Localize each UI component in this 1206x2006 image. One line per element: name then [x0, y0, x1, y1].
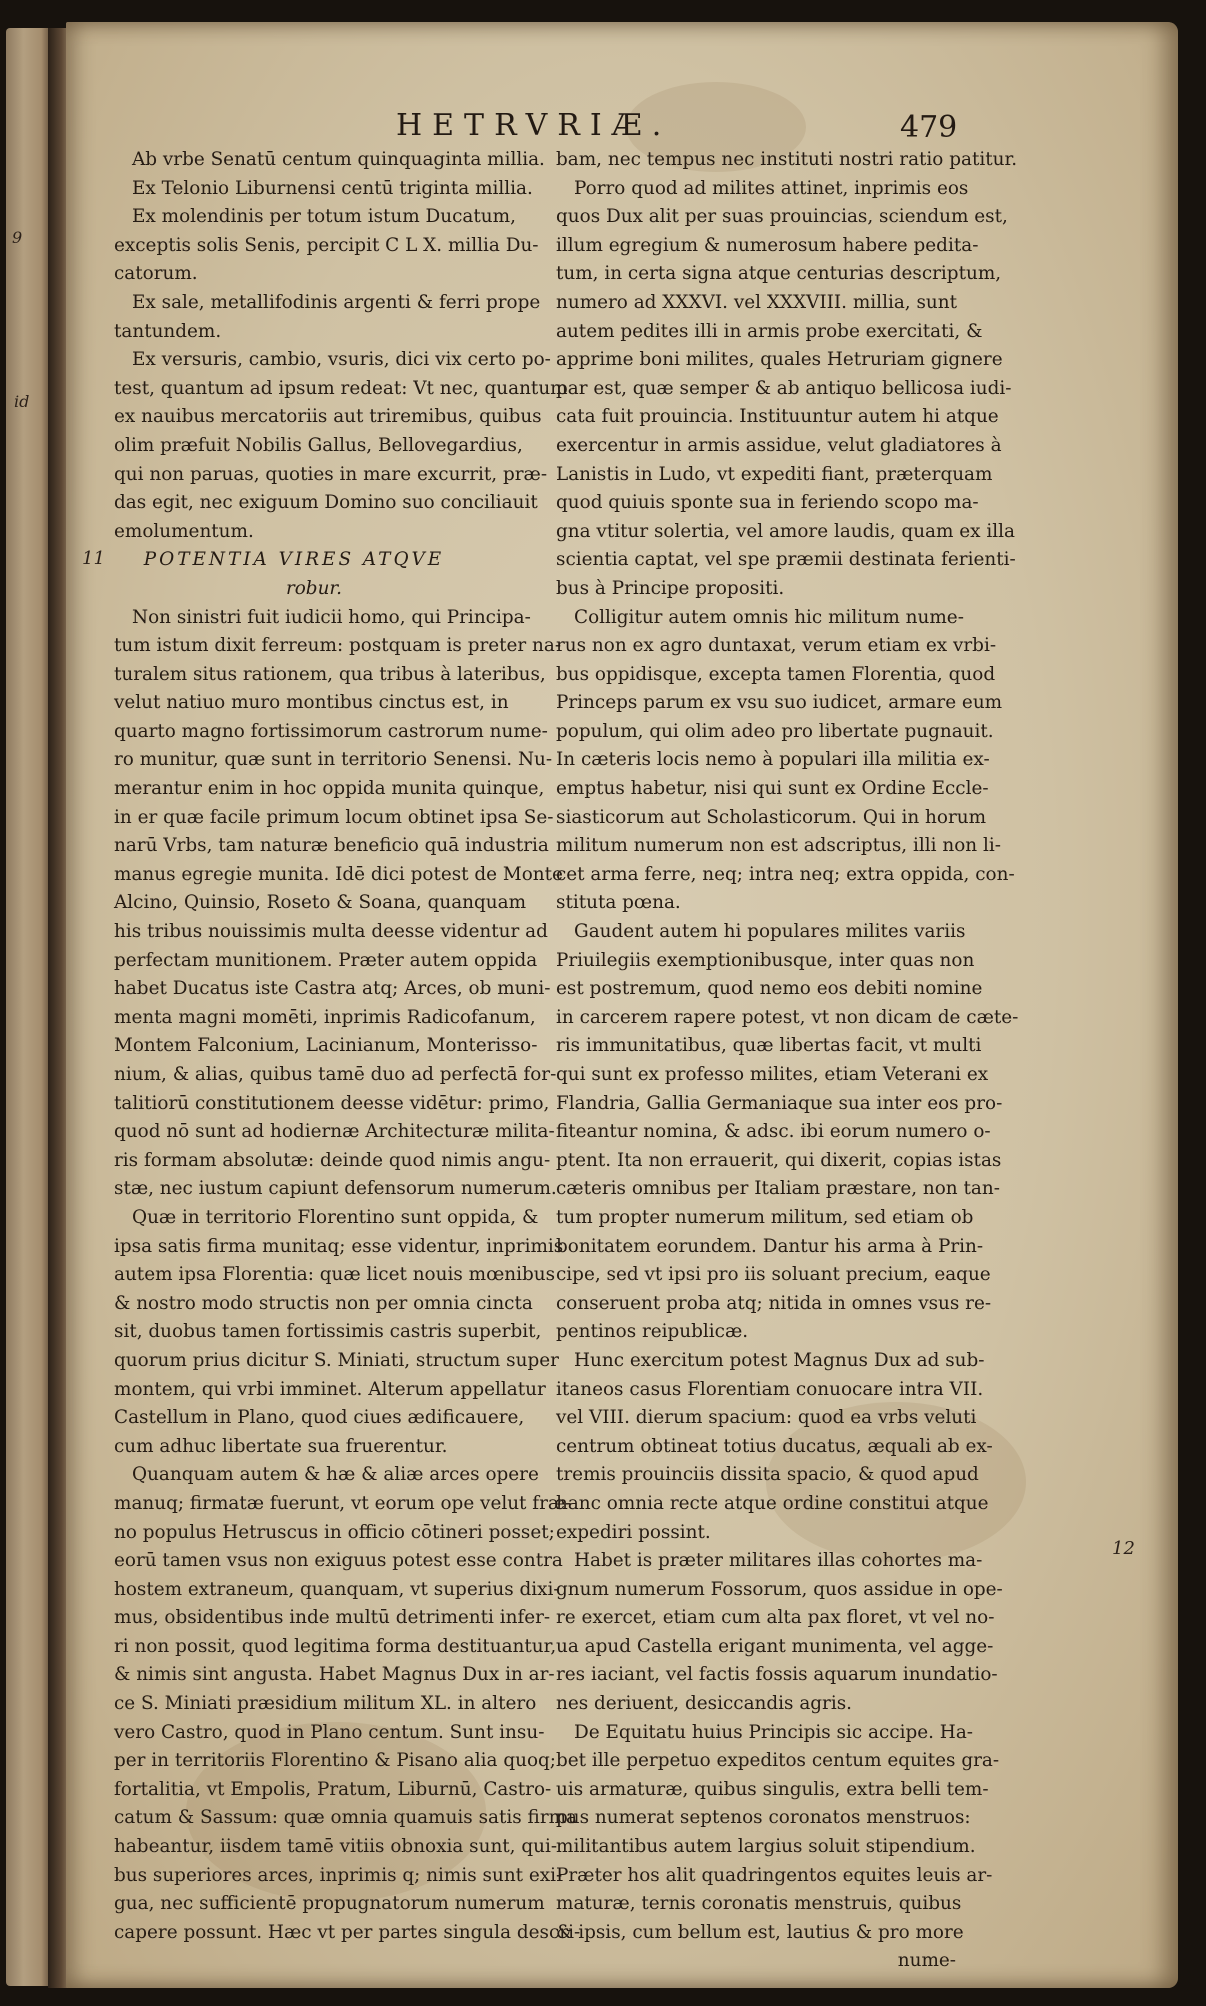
text-line: apprime boni milites, quales Hetruriam gignere	[556, 349, 1003, 371]
text-line: ris immunitatibus, quæ libertas facit, vt multi	[556, 1035, 982, 1057]
text-line: gna vtitur solertia, vel amore laudis, quam ex illa	[556, 520, 1016, 542]
text-line: vero Castro, quod in Plano centum. Sunt insu-	[114, 1721, 545, 1743]
text-line: merantur enim in hoc oppida munita quinque,	[114, 778, 545, 800]
text-line: Flandria, Gallia Germaniaque sua inter eos pro-	[556, 1092, 1003, 1114]
text-line: exceptis solis Senis, percipit C L X. millia Du-	[114, 234, 539, 256]
previous-page-edge	[6, 28, 50, 1986]
text-line: conseruent proba atq; nitida in omnes vsus re-	[556, 1292, 992, 1314]
section-heading-sub: robur.	[285, 577, 343, 599]
text-line: ro munitur, quæ sunt in territorio Senensi. Nu-	[114, 749, 553, 771]
text-line: Lanistis in Ludo, vt expediti fiant, præterquam	[556, 463, 993, 485]
text-line: nes deriuent, desiccandis agris.	[556, 1693, 853, 1715]
text-line: maturæ, ternis coronatis menstruis, quibus	[556, 1893, 962, 1915]
text-line: bus superiores arces, inprimis q; nimis sunt exi-	[114, 1864, 563, 1886]
text-line: mus, obsidentibus inde multū detrimenti infer-	[114, 1607, 551, 1629]
text-line: ex nauibus mercatoriis aut triremibus, quibus	[114, 406, 542, 428]
text-line: illum egregium & numerosum habere pedita-	[556, 234, 979, 256]
text-line: rus non ex agro duntaxat, verum etiam ex vrbi-	[556, 635, 997, 657]
text-line: & nimis sint angusta. Habet Magnus Dux in ar-	[114, 1664, 555, 1686]
text-line: per in territoriis Florentino & Pisano alia quoq;	[114, 1750, 557, 1772]
text-line: hanc omnia recte atque ordine constitui atque	[556, 1492, 989, 1514]
section-heading: POTENTIA VIRES ATQVE	[143, 549, 445, 571]
text-line: Ex Telonio Liburnensi centū triginta millia.	[132, 177, 533, 199]
text-line: siasticorum aut Scholasticorum. Qui in horum	[556, 806, 987, 828]
text-line: Priuilegiis exemptionibusque, inter quas non	[556, 949, 975, 971]
text-line: Ab vrbe Senatū centum quinquaginta millia.	[132, 149, 545, 170]
text-line: Præter hos alit quadringentos equites leuis ar-	[556, 1864, 993, 1886]
text-line: Alcino, Quinsio, Roseto & Soana, quanquam	[114, 892, 527, 914]
catchword: nume-	[897, 1950, 956, 1972]
margin-note: 9	[12, 228, 23, 247]
text-line: autem ipsa Florentia: quæ licet nouis mœnibus	[114, 1264, 556, 1286]
text-line: catum & Sassum: quæ omnia quamuis satis firma	[114, 1807, 578, 1829]
text-line: bam, nec tempus nec instituti nostri ratio patitur.	[556, 149, 1018, 170]
text-line: centrum obtineat totius ducatus, æquali ab ex-	[556, 1435, 993, 1457]
text-line: das egit, nec exiguum Domino suo conciliauit	[114, 492, 538, 514]
text-line: stituta pœna.	[556, 892, 681, 914]
text-line: gua, nec sufficientē propugnatorum numerum	[114, 1893, 545, 1915]
text-line: res iaciant, vel factis fossis aquarum inundatio-	[556, 1664, 998, 1686]
text-line: vel VIII. dierum spacium: quod ea vrbs veluti	[556, 1407, 977, 1429]
text-line: manuq; firmatæ fuerunt, vt eorum ope velut fræ-	[114, 1492, 572, 1514]
text-line: pus numerat septenos coronatos menstruos:	[556, 1807, 971, 1829]
text-line: populum, qui olim adeo pro libertate pugnauit.	[556, 720, 994, 742]
text-line: & nostro modo structis non per omnia cincta	[114, 1292, 533, 1314]
text-line: tum, in certa signa atque centurias descriptum,	[556, 263, 1002, 285]
text-line: capere possunt. Hæc vt per partes singula descri-	[114, 1921, 581, 1943]
text-line: In cæteris locis nemo à populari illa militia ex-	[556, 749, 990, 771]
text-line: in carcerem rapere potest, vt non dicam de cæte-	[556, 1006, 1019, 1028]
text-line: manus egregie munita. Idē dici potest de Monte	[114, 863, 563, 885]
margin-note: id	[14, 392, 30, 411]
left-column	[114, 146, 581, 1947]
text-line: quarto magno fortissimorum castrorum nume-	[114, 720, 548, 742]
text-line: no populus Hetruscus in officio cōtineri posset;	[114, 1521, 555, 1543]
text-line: qui non paruas, quoties in mare excurrit, præ-	[114, 463, 548, 485]
text-line: autem pedites illi in armis probe exercitati, &	[556, 320, 983, 342]
text-line: olim præfuit Nobilis Gallus, Bellovegardius,	[114, 434, 523, 456]
text-line: tantundem.	[114, 320, 222, 342]
text-line: re exercet, etiam cum alta pax floret, vt vel no-	[556, 1607, 995, 1629]
text-line: quod quiuis sponte sua in feriendo scopo ma-	[556, 492, 979, 514]
text-line: par est, quæ semper & ab antiquo bellicosa iudi-	[556, 377, 1012, 399]
text-line: est postremum, quod nemo eos debiti nomine	[556, 978, 983, 1000]
text-line: menta magni momēti, inprimis Radicofanum,	[114, 1006, 536, 1028]
text-line: ce S. Miniati præsidium militum XL. in altero	[114, 1693, 537, 1715]
text-line: Castellum in Plano, quod ciues ædificauere,	[114, 1407, 525, 1429]
text-line: cipe, sed vt ipsi pro iis soluant precium, eaque	[556, 1264, 991, 1286]
text-line: itaneos casus Florentiam conuocare intra VII.	[556, 1378, 984, 1400]
text-line: Habet is præter militares illas cohortes ma-	[574, 1550, 983, 1572]
text-line: uis armaturæ, quibus singulis, extra belli tem-	[556, 1778, 989, 1800]
text-line: militum numerum non est adscriptus, illi non li-	[556, 835, 1001, 857]
text-line: hostem extraneum, quanquam, vt superius dixi-	[114, 1578, 560, 1600]
text-line: Ex versuris, cambio, vsuris, dici vix certo po-	[132, 349, 551, 371]
text-line: quos Dux alit per suas prouincias, sciendum est,	[556, 206, 1008, 228]
text-line: montem, qui vrbi imminet. Alterum appellatur	[114, 1378, 546, 1400]
text-line: sit, duobus tamen fortissimis castris superbit,	[114, 1321, 542, 1343]
text-line: bonitatem eorundem. Dantur his arma à Prin-	[556, 1235, 984, 1257]
text-line: numero ad XXXVI. vel XXXVIII. millia, sunt	[556, 291, 958, 313]
text-line: fiteantur nomina, & adsc. ibi eorum numero o-	[556, 1121, 991, 1143]
text-line: expediri possint.	[556, 1521, 711, 1543]
margin-note: 12	[1112, 1538, 1135, 1559]
text-line: ptent. Ita non errauerit, qui dixerit, copias istas	[556, 1149, 1002, 1171]
text-line: Quanquam autem & hæ & aliæ arces opere	[132, 1464, 539, 1486]
text-line: emolumentum.	[114, 520, 254, 542]
margin-note: 11	[82, 548, 105, 569]
text-line: Quæ in territorio Florentino sunt oppida, &	[132, 1206, 539, 1228]
text-line: De Equitatu huius Principis sic accipe. Ha-	[574, 1721, 974, 1743]
text-line: cet arma ferre, neq; intra neq; extra oppida, con-	[556, 863, 1015, 885]
text-line: Princeps parum ex vsu suo iudicet, armare eum	[556, 692, 1003, 714]
running-head: HETRVRIÆ.	[396, 108, 672, 143]
text-line: ri non possit, quod legitima forma destituantur,	[114, 1635, 557, 1657]
text-line: exercentur in armis assidue, velut gladiatores à	[556, 434, 1002, 456]
text-line: Montem Falconium, Lacinianum, Monterisso-	[114, 1035, 538, 1057]
text-line: in er quæ facile primum locum obtinet ipsa Se-	[114, 806, 554, 828]
text-line: cata fuit prouincia. Instituuntur autem hi atque	[556, 406, 999, 428]
text-line: gnum numerum Fossorum, quos assidue in ope-	[556, 1578, 1003, 1600]
text-line: militantibus autem largius soluit stipendium.	[556, 1836, 976, 1858]
text-line: talitiorū constitutionem deesse vidētur: primo,	[114, 1092, 550, 1114]
text-line: narū Vrbs, tam naturæ beneficio quā industria	[114, 835, 549, 857]
text-line: ua apud Castella erigant munimenta, vel agge-	[556, 1635, 994, 1657]
text-line: qui sunt ex professo milites, etiam Veterani ex	[556, 1064, 989, 1085]
text-line: Colligitur autem omnis hic militum nume-	[574, 606, 964, 628]
text-line: ris formam absolutæ: deinde quod nimis angu-	[114, 1149, 551, 1171]
text-line: Gaudent autem hi populares milites variis	[574, 921, 966, 943]
text-line: fortalitia, vt Empolis, Pratum, Liburnū, Castro-	[114, 1778, 552, 1800]
text-line: his tribus nouissimis multa deesse videntur ad	[114, 921, 548, 943]
text-line: perfectam munitionem. Præter autem oppida	[114, 949, 538, 971]
text-line: quod nō sunt ad hodiernæ Architecturæ milita-	[114, 1121, 555, 1143]
text-line: & ipsis, cum bellum est, lautius & pro more	[556, 1921, 964, 1943]
text-line: nium, & alias, quibus tamē duo ad perfectā for-	[114, 1064, 557, 1085]
text-line: scientia captat, vel spe præmii destinata ferienti-	[556, 549, 1016, 571]
text-line: stæ, nec iustum capiunt defensorum numerum.	[114, 1178, 557, 1200]
text-line: Ex molendinis per totum istum Ducatum,	[132, 206, 516, 228]
text-line: catorum.	[114, 263, 198, 285]
right-column	[556, 146, 1019, 1976]
text-line: bus à Principe propositi.	[556, 577, 785, 599]
text-line: habeantur, iisdem tamē vitiis obnoxia sunt, qui-	[114, 1836, 558, 1858]
text-line: ipsa satis firma munitaq; esse videntur, inprimis	[114, 1235, 564, 1257]
text-line: bus oppidisque, excepta tamen Florentia, quod	[556, 663, 996, 685]
text-line: eorū tamen vsus non exiguus potest esse contra	[114, 1550, 563, 1572]
text-line: bet ille perpetuo expeditos centum equites gra-	[556, 1750, 1000, 1772]
text-line: Non sinistri fuit iudicii homo, qui Principa-	[132, 606, 531, 628]
text-line: pentinos reipublicæ.	[556, 1321, 749, 1343]
text-line: Hunc exercitum potest Magnus Dux ad sub-	[574, 1349, 985, 1371]
text-line: cæteris omnibus per Italiam præstare, non tan-	[556, 1178, 1000, 1200]
text-line: habet Ducatus iste Castra atq; Arces, ob muni-	[114, 978, 551, 1000]
text-line: quorum prius dicitur S. Miniati, structum super	[114, 1349, 559, 1371]
text-line: emptus habetur, nisi qui sunt ex Ordine Eccle-	[556, 778, 989, 800]
page-number: 479	[900, 110, 958, 145]
text-line: tum propter numerum militum, sed etiam ob	[556, 1206, 974, 1228]
text-line: Porro quod ad milites attinet, inprimis eos	[574, 177, 969, 199]
text-line: cum adhuc libertate sua fruerentur.	[114, 1435, 448, 1457]
text-line: tum istum dixit ferreum: postquam is preter na-	[114, 635, 562, 657]
text-line: test, quantum ad ipsum redeat: Vt nec, quantum	[114, 377, 568, 399]
text-line: turalem situs rationem, qua tribus à lateribus,	[114, 663, 546, 685]
text-line: tremis prouinciis dissita spacio, & quod apud	[556, 1464, 979, 1486]
text-line: velut natiuo muro montibus cinctus est, in	[114, 692, 509, 714]
text-line: Ex sale, metallifodinis argenti & ferri prope	[132, 291, 541, 313]
